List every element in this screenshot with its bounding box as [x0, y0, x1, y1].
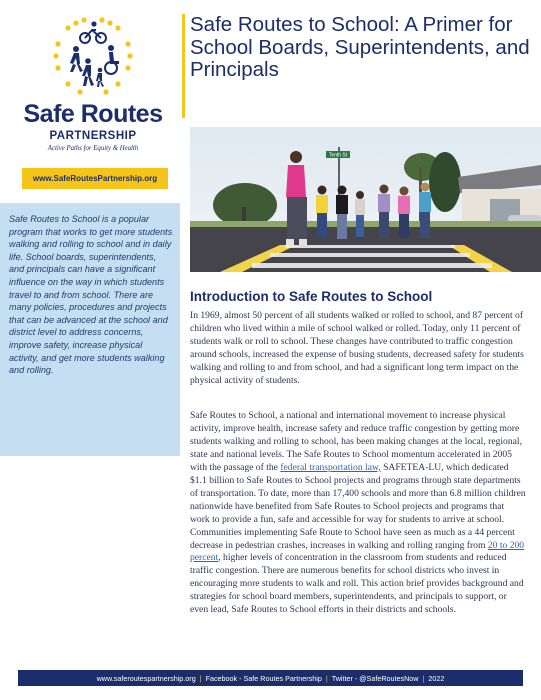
federal-transportation-law-link[interactable]: federal transportation law, [280, 461, 381, 473]
walking-increase-link[interactable]: 20 to 200 percent [190, 539, 525, 564]
intro-paragraph-1: In 1969, almost 50 percent of all students walked or rolled to school, and 87 percent of children who lived within a mile of school walked or rolled. Today, only 11 percent of students walk or roll to school. These changes have contributed to traffic congestion around schools, increased the expense of busing students, decreased safety for students walking and rolling to and from school, and had a significant long term impact on the physical activity of students. [190, 310, 524, 386]
footer-twitter[interactable]: Twitter - @SafeRoutesNow [331, 673, 419, 683]
children-crosswalk-photo [190, 127, 541, 272]
title-accent-bar [182, 14, 185, 118]
sidebar-summary [0, 203, 180, 456]
street-sign-text: Tenth St [328, 152, 348, 159]
brand-name: Safe Routes [23, 100, 163, 128]
footer-separator: | [422, 673, 425, 683]
website-link[interactable]: www.SafeRoutesPartnership.org [22, 168, 168, 189]
logo-figures [18, 14, 168, 98]
footer-separator: | [199, 673, 202, 683]
paragraph-text: SAFETEA-LU, which dedicated $1.1 billion to Safe Routes to School projects and programs through state departments of transportation. To date, more than 17,400 schools and more than 6.8 million children nationwide have benefited from Safe Routes to School projects and programs that work to provide a fun, safe and accessible for way for students to arrive at school. Communities implementing Safe Route to School have seen as much as a 44 percent decrease in pedestrian crashes, increases in walking and rolling ranging from [190, 461, 526, 551]
brand-subtitle: PARTNERSHIP [49, 130, 137, 142]
logo-figures-icon [18, 14, 168, 98]
hero-photo [190, 127, 541, 272]
intro-paragraph-2 [190, 410, 526, 617]
footer-site[interactable]: www.saferoutespartnership.org [96, 673, 196, 683]
sidebar-text: Safe Routes to School is a popular program that works to get more students walking and rolling to school and in daily life. School boards, superintendents, and principals can have a significant influence on the way in which students travel to and from school. There are many policies, procedures and projects that can be advanced at the school and district level to address concerns, improve safety, increase physical activity, and get more students walking and rolling. [9, 214, 173, 376]
brand-tagline: Active Paths for Equity & Health [47, 145, 139, 152]
footer-separator: | [325, 673, 328, 683]
footer-facebook[interactable]: Facebook - Safe Routes Partnership [205, 673, 322, 683]
page-title: Safe Routes to School: A Primer for School Boards, Superintendents, and Principals [190, 13, 530, 81]
paragraph-text: , higher levels of concentration in the classroom from students and reduced traffic congestion. There are numerous benefits for school districts who invest in encouraging more students to walk and roll. This action brief provides background and strategies for school board members, superintendents, and principals to support, or even lead, Safe Routes to School efforts in their districts and schools. [190, 552, 524, 616]
paragraph-text: Safe Routes to School, a national and international movement to increase physical activity, improve health, increase safety and reduce traffic congestion by getting more students walking and rolling to school, has been making changes at the local, regional, state and national levels. The Safe Routes to School momentum accelerated in 2005 with the passage of the [190, 410, 522, 473]
footer-year: 2022 [428, 673, 445, 683]
footer-bar [18, 670, 523, 686]
section-heading: Introduction to Safe Routes to School [190, 289, 433, 304]
partnership-logo [18, 14, 168, 152]
